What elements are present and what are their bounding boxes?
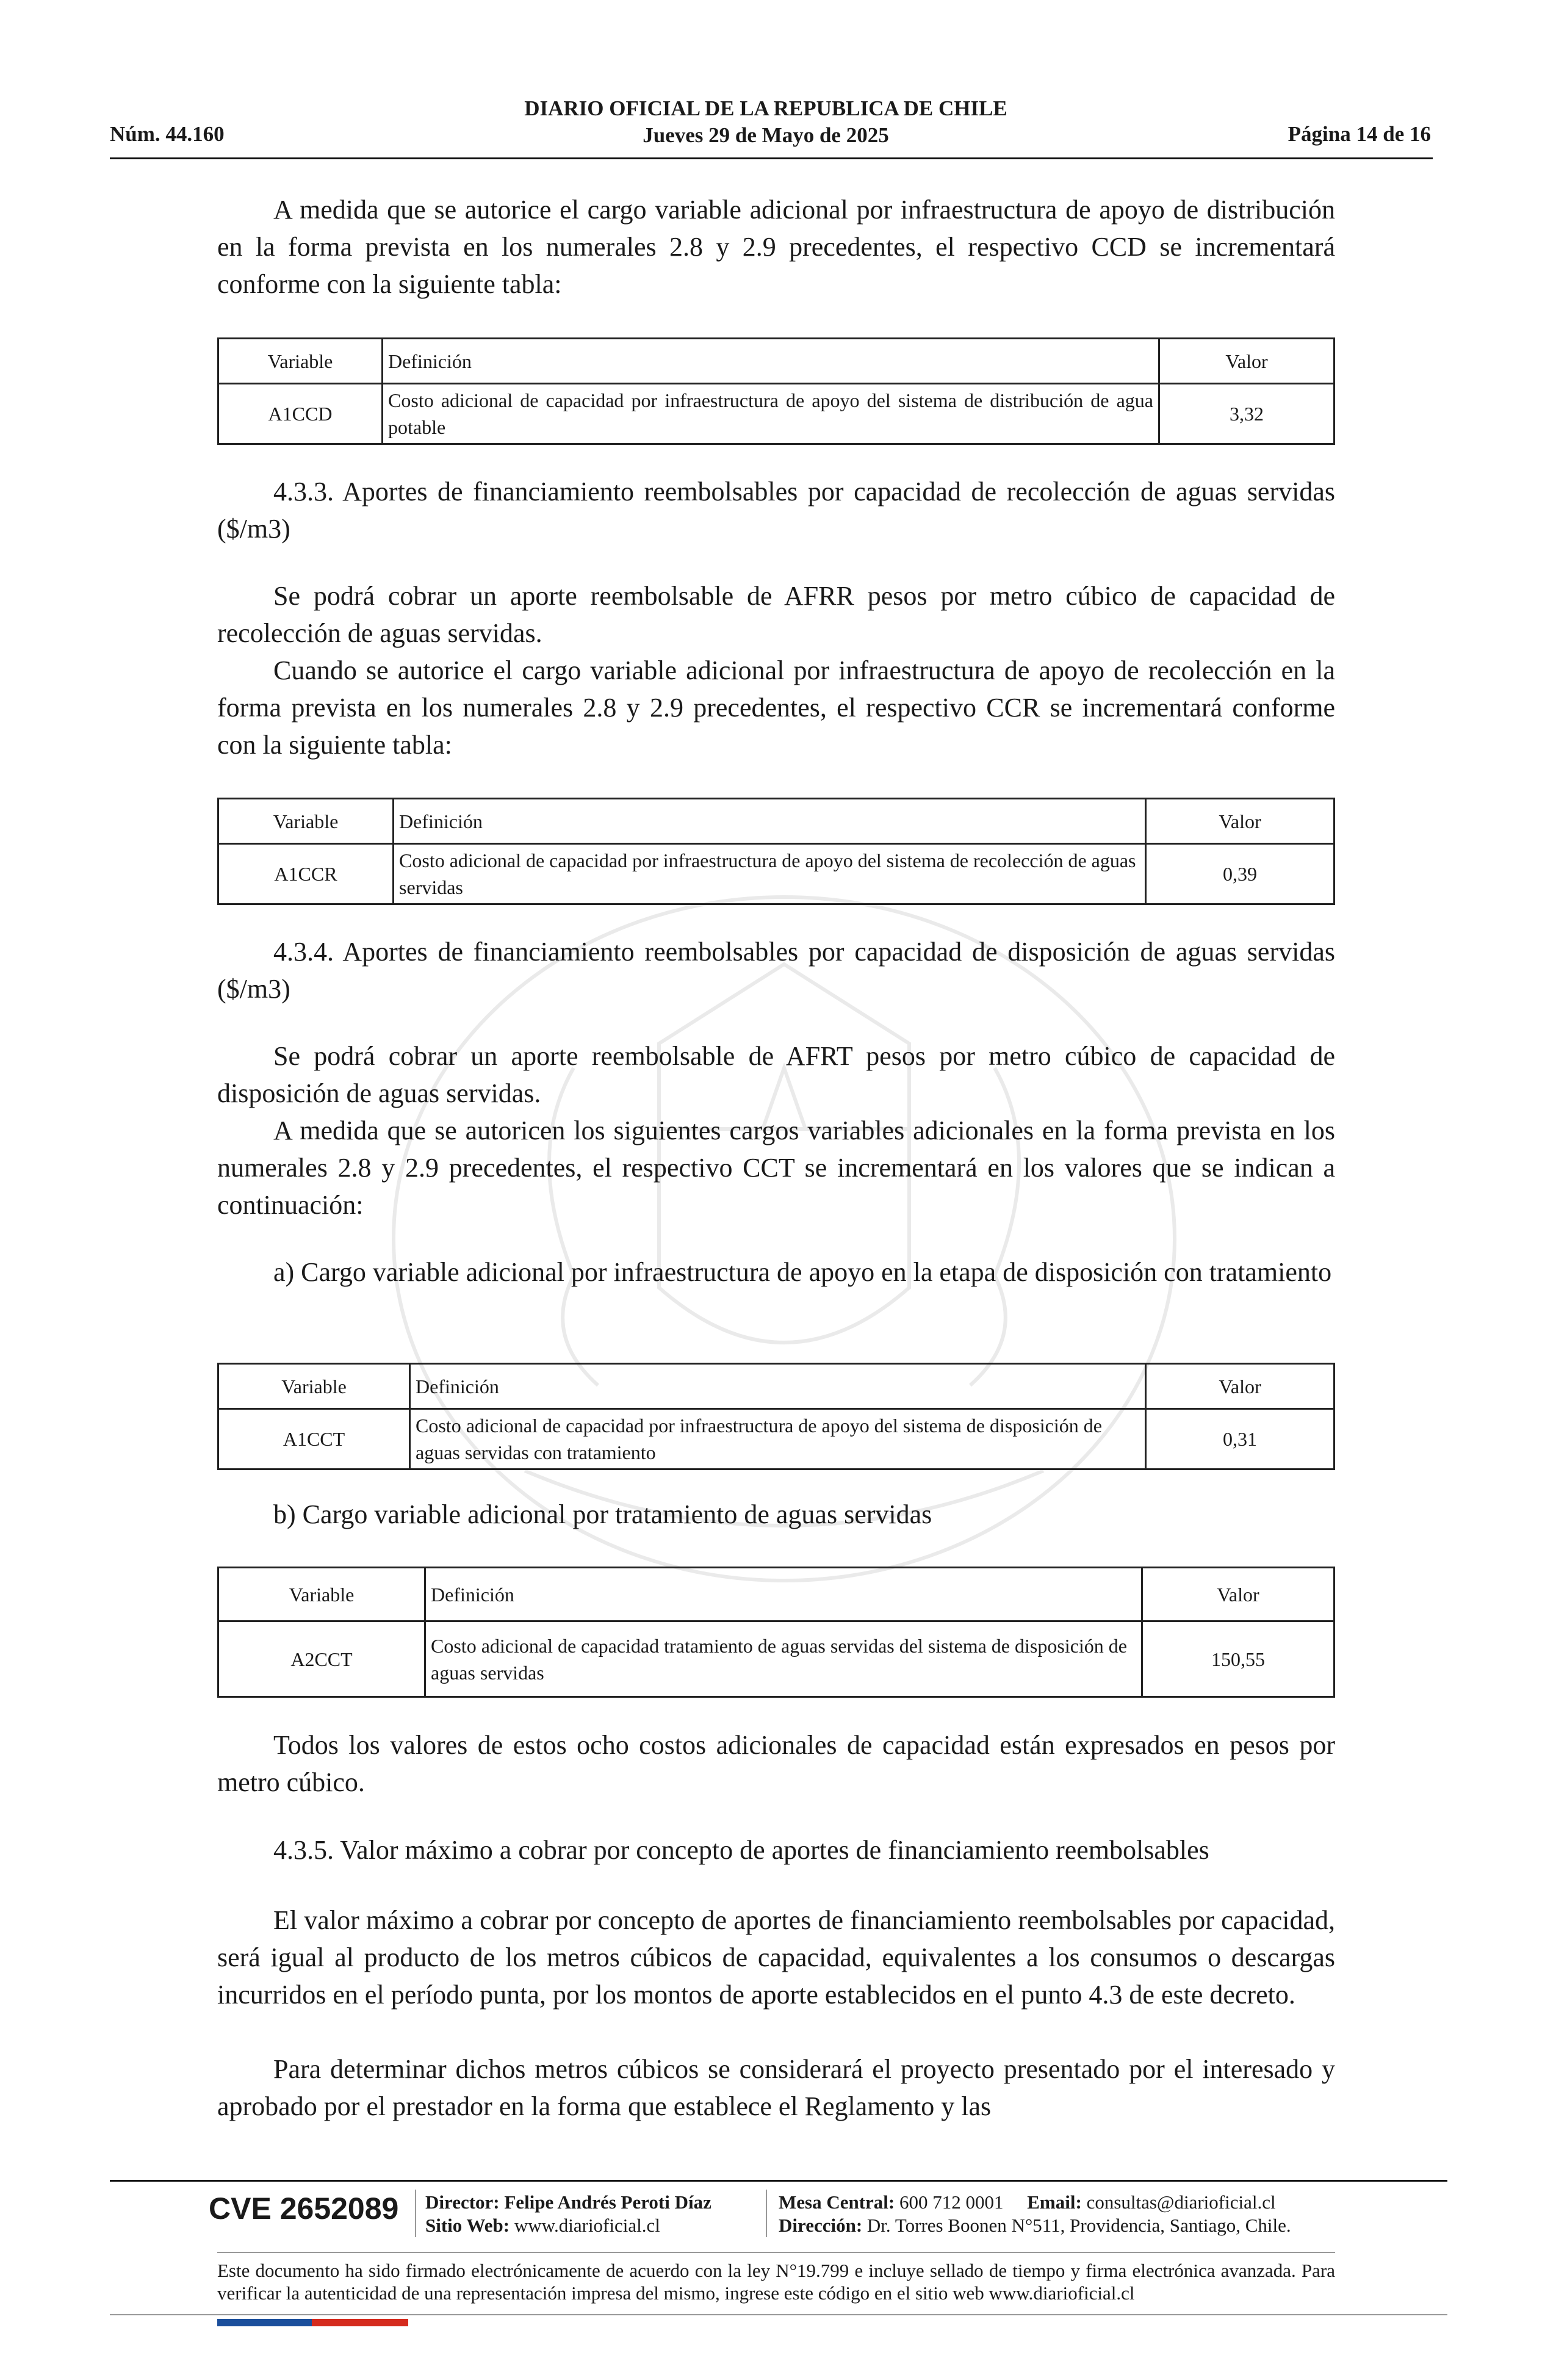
cell-definicion: Costo adicional de capacidad tratamiento de aguas servidas del sistema de disposición de aguas servidas — [425, 1621, 1142, 1697]
table-a1ccr — [217, 798, 1335, 905]
cve-code: CVE 2652089 — [209, 2191, 399, 2226]
cell-variable: A2CCT — [218, 1621, 425, 1697]
cell-valor: 150,55 — [1142, 1621, 1334, 1697]
mesa-label: Mesa Central: — [779, 2191, 895, 2213]
paragraph-b: b) Cargo variable adicional por tratamiento de aguas servidas — [273, 1499, 932, 1529]
paragraph-6: Todos los valores de estos ocho costos adicionales de capacidad están expresados en pesos por metro cúbico. — [217, 1730, 1335, 1797]
cell-valor: 3,32 — [1159, 384, 1334, 444]
cell-variable: A1CCR — [218, 844, 394, 904]
paragraph-3: Cuando se autorice el cargo variable adicional por infraestructura de apoyo de recolección en la forma prevista en los numerales 2.8 y 2.9 precedentes, el respectivo CCR se incrementará conforme con la siguiente tabla: — [217, 655, 1335, 760]
footer-separator — [415, 2190, 416, 2237]
address-label: Dirección: — [779, 2215, 863, 2236]
section-4-3-4: 4.3.4. Aportes de financiamiento reembolsables por capacidad de disposición de aguas servidas ($/m3) — [217, 937, 1335, 1004]
col-header-variable: Variable — [218, 1364, 410, 1409]
footer-rule-bottom — [110, 2314, 1447, 2315]
footer-contact-block — [779, 2191, 1291, 2237]
issue-date: Jueves 29 de Mayo de 2025 — [643, 123, 889, 147]
col-header-definicion: Definición — [425, 1568, 1142, 1621]
col-header-variable: Variable — [218, 339, 383, 384]
issue-number: Núm. 44.160 — [110, 122, 225, 146]
email-link[interactable]: consultas@diarioficial.cl — [1086, 2191, 1276, 2213]
col-header-valor: Valor — [1142, 1568, 1334, 1621]
legal-notice: Este documento ha sido firmado electrónicamente de acuerdo con la ley N°19.799 e incluye sellado de tiempo y firma electrónica avanzada. Para verificar la autenticidad de una representación impresa del mismo, ingrese este código en el sitio web www.diarioficial.cl — [217, 2260, 1335, 2304]
col-header-valor: Valor — [1146, 799, 1334, 844]
cell-valor: 0,31 — [1146, 1409, 1334, 1469]
paragraph-5: A medida que se autoricen los siguientes cargos variables adicionales en la forma prevista en los numerales 2.8 y 2.9 precedentes, el respectivo CCT se incrementará en los valores que se indican a continuación: — [217, 1116, 1335, 1220]
section-4-3-3: 4.3.3. Aportes de financiamiento reembolsables por capacidad de recolección de aguas servidas ($/m3) — [217, 477, 1335, 544]
web-label: Sitio Web: — [425, 2215, 510, 2236]
footer-rule-top — [110, 2180, 1447, 2182]
cell-variable: A1CCD — [218, 384, 383, 444]
cell-definicion: Costo adicional de capacidad por infraestructura de apoyo del sistema de recolección de aguas servidas — [394, 844, 1146, 904]
page-indicator: Página 14 de 16 — [1288, 122, 1431, 146]
section-4-3-5: 4.3.5. Valor máximo a cobrar por concepto de aportes de financiamiento reembolsables — [273, 1835, 1209, 1865]
cell-variable: A1CCT — [218, 1409, 410, 1469]
flag-stripe-red — [312, 2319, 408, 2326]
address: Dr. Torres Boonen N°511, Providencia, Santiago, Chile. — [866, 2215, 1291, 2236]
col-header-definicion: Definición — [394, 799, 1146, 844]
col-header-variable: Variable — [218, 1568, 425, 1621]
journal-title: DIARIO OFICIAL DE LA REPUBLICA DE CHILE — [524, 96, 1007, 120]
paragraph-a: a) Cargo variable adicional por infraestructura de apoyo en la etapa de disposición con tratamiento — [273, 1257, 1332, 1287]
table-a1cct — [217, 1363, 1335, 1470]
paragraph-4: Se podrá cobrar un aporte reembolsable de AFRT pesos por metro cúbico de capacidad de disposición de aguas servidas. — [217, 1041, 1335, 1108]
header-rule — [110, 157, 1433, 159]
footer-separator — [766, 2190, 767, 2237]
col-header-variable: Variable — [218, 799, 394, 844]
col-header-valor: Valor — [1159, 339, 1334, 384]
paragraph-8: Para determinar dichos metros cúbicos se considerará el proyecto presentado por el interesado y aprobado por el prestador en la forma que establece el Reglamento y las — [217, 2054, 1335, 2121]
col-header-definicion: Definición — [410, 1364, 1146, 1409]
col-header-definicion: Definición — [383, 339, 1159, 384]
footer-director-block — [425, 2191, 711, 2237]
col-header-valor: Valor — [1146, 1364, 1334, 1409]
mesa-phone: 600 712 0001 — [899, 2191, 1004, 2213]
paragraph-2: Se podrá cobrar un aporte reembolsable de AFRR pesos por metro cúbico de capacidad de recolección de aguas servidas. — [217, 581, 1335, 648]
cell-definicion: Costo adicional de capacidad por infraestructura de apoyo del sistema de distribución de agua potable — [383, 384, 1159, 444]
director-name: Felipe Andrés Peroti Díaz — [504, 2191, 711, 2213]
flag-stripe-blue — [217, 2319, 312, 2326]
web-link[interactable]: www.diarioficial.cl — [514, 2215, 660, 2236]
table-a1ccd — [217, 337, 1335, 445]
cell-valor: 0,39 — [1146, 844, 1334, 904]
paragraph-7: El valor máximo a cobrar por concepto de aportes de financiamiento reembolsables por capacidad, será igual al producto de los metros cúbicos de capacidad, equivalentes a los consumos o descargas incurridos en el período punta, por los montos de aporte establecidos en el punto 4.3 de este decreto. — [217, 1905, 1335, 2010]
paragraph-1: A medida que se autorice el cargo variable adicional por infraestructura de apoyo de distribución en la forma prevista en los numerales 2.8 y 2.9 precedentes, el respectivo CCD se incrementará conforme con la siguiente tabla: — [217, 195, 1335, 299]
email-label: Email: — [1027, 2191, 1082, 2213]
director-label: Director: — [425, 2191, 500, 2213]
table-a2cct — [217, 1567, 1335, 1698]
cell-definicion: Costo adicional de capacidad por infraestructura de apoyo del sistema de disposición de aguas servidas con tratamiento — [410, 1409, 1146, 1469]
footer-rule-mid — [217, 2252, 1335, 2253]
